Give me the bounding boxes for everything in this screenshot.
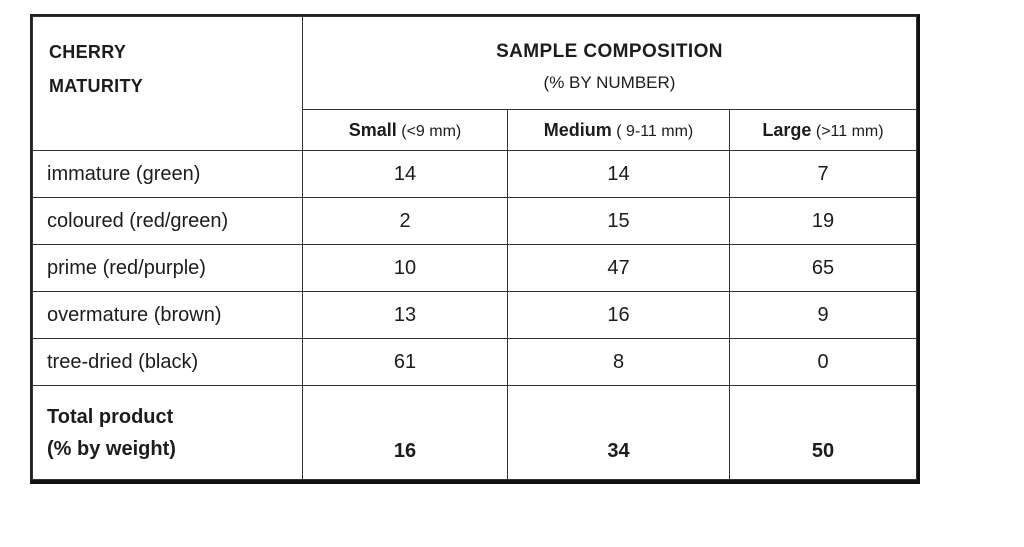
cherry-composition-table <box>32 16 917 480</box>
header-cherry-maturity-line-2: MATURITY <box>49 76 144 96</box>
total-medium: 34 <box>508 386 730 480</box>
column-header-small <box>303 110 508 151</box>
cell-medium: 16 <box>508 292 730 339</box>
cell-large: 19 <box>730 198 917 245</box>
table-row-tree-dried <box>33 339 917 386</box>
column-header-large-name: Large <box>762 119 812 140</box>
cell-large: 65 <box>730 245 917 292</box>
header-row-top <box>33 17 917 110</box>
row-label: overmature (brown) <box>33 292 303 339</box>
cell-small: 61 <box>303 339 508 386</box>
cell-small: 10 <box>303 245 508 292</box>
cell-large: 0 <box>730 339 917 386</box>
cell-medium: 15 <box>508 198 730 245</box>
total-small: 16 <box>303 386 508 480</box>
cell-medium: 47 <box>508 245 730 292</box>
total-label <box>33 386 303 480</box>
header-sample-composition <box>303 17 917 110</box>
column-header-medium <box>508 110 730 151</box>
table-row-total <box>33 386 917 480</box>
column-header-small-range: (<9 mm) <box>401 122 462 140</box>
column-header-medium-range: ( 9-11 mm) <box>616 122 694 140</box>
row-label: tree-dried (black) <box>33 339 303 386</box>
column-header-large <box>730 110 917 151</box>
cell-large: 9 <box>730 292 917 339</box>
column-header-medium-name: Medium <box>543 119 612 140</box>
header-cherry-maturity <box>33 17 303 151</box>
cell-medium: 14 <box>508 151 730 198</box>
table-row-prime <box>33 245 917 292</box>
cell-small: 13 <box>303 292 508 339</box>
table-row-coloured <box>33 198 917 245</box>
row-label: immature (green) <box>33 151 303 198</box>
cell-small: 14 <box>303 151 508 198</box>
column-header-small-name: Small <box>348 119 397 140</box>
table-row-immature <box>33 151 917 198</box>
row-label: prime (red/purple) <box>33 245 303 292</box>
row-label: coloured (red/green) <box>33 198 303 245</box>
total-label-line-1: Total product <box>47 405 174 428</box>
cell-medium: 8 <box>508 339 730 386</box>
composition-table-frame <box>30 14 920 484</box>
cell-large: 7 <box>730 151 917 198</box>
header-sample-composition-title: SAMPLE COMPOSITION <box>496 41 723 62</box>
total-large: 50 <box>730 386 917 480</box>
table-row-overmature <box>33 292 917 339</box>
header-sample-composition-subtitle: (% BY NUMBER) <box>543 73 676 92</box>
cell-small: 2 <box>303 198 508 245</box>
column-header-large-range: (>11 mm) <box>815 122 884 140</box>
total-label-line-2: (% by weight) <box>47 437 176 460</box>
header-cherry-maturity-line-1: CHERRY <box>49 42 127 62</box>
